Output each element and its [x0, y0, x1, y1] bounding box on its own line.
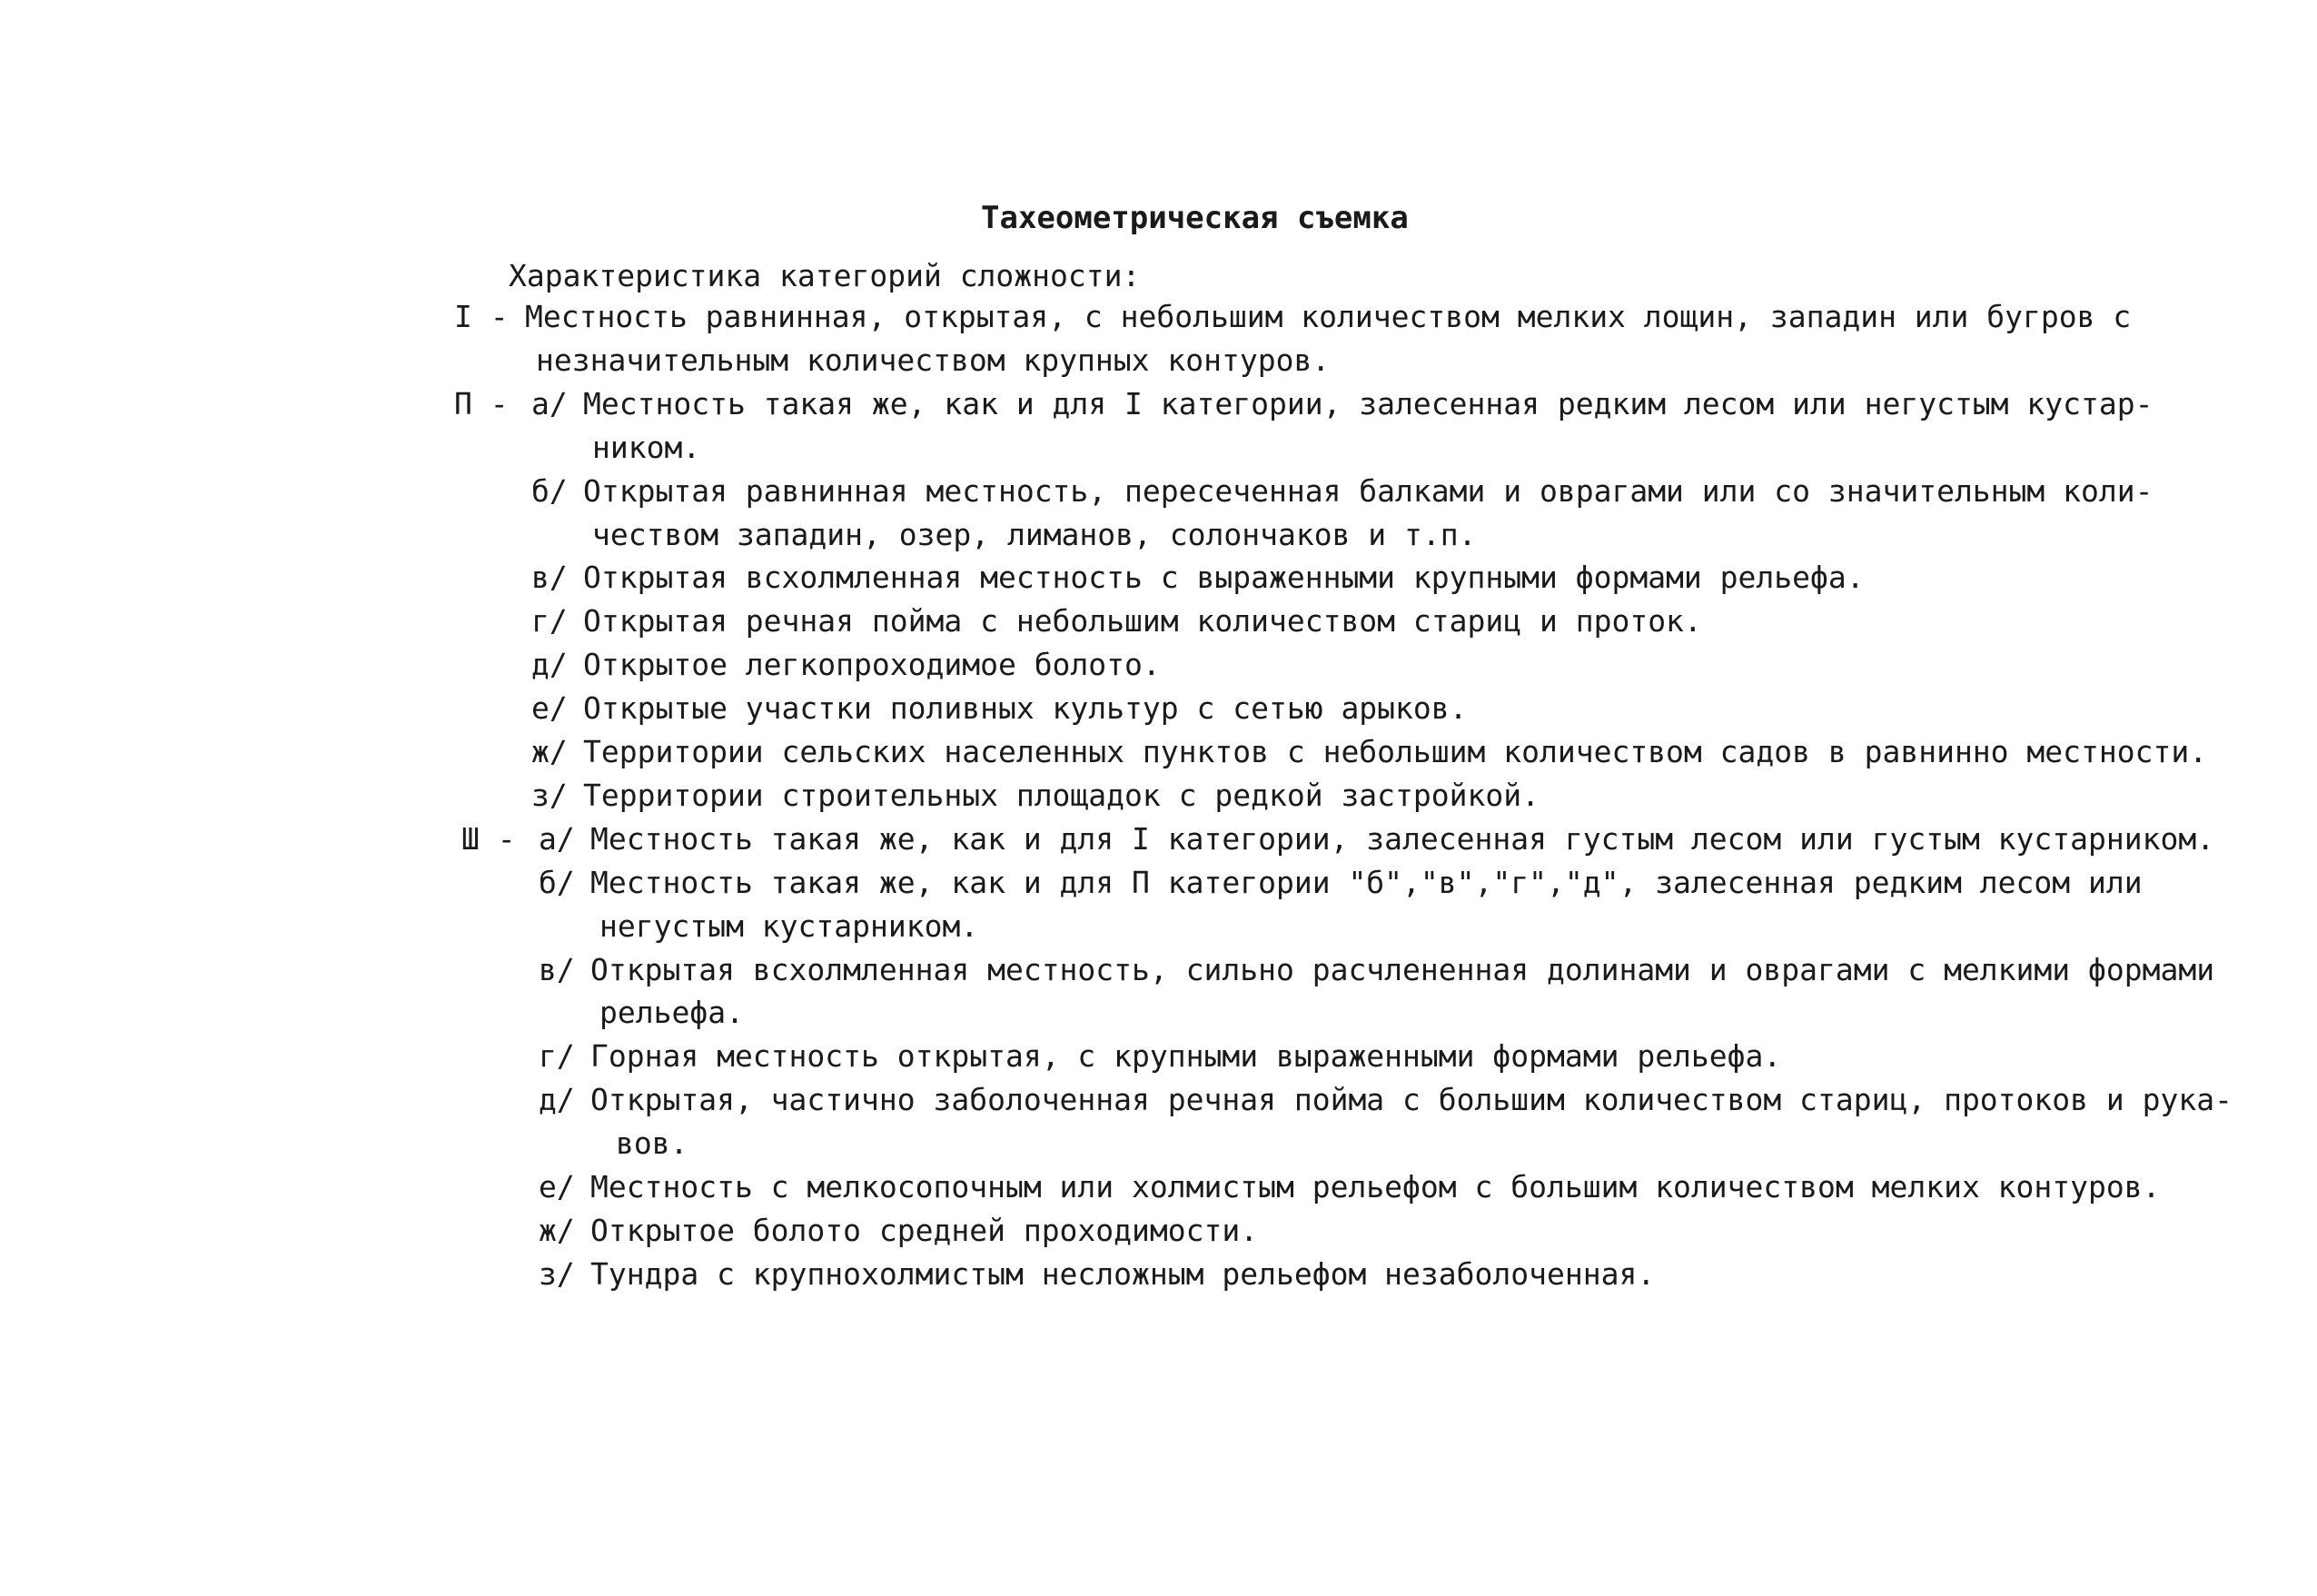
item-text-line: Открытые участки поливных культур с сетью арыков. [583, 690, 1468, 727]
item-text-line: Тундра с крупнохолмистым несложным рельефом незаболоченная. [590, 1255, 1656, 1292]
item-letter: г/ [531, 603, 568, 639]
item-letter: а/ [539, 820, 575, 857]
item-letter: в/ [531, 560, 568, 596]
item-letter: е/ [539, 1169, 575, 1204]
item-text-line: Открытая равнинная местность, пересеченная балками и оврагами или со значительным коли- [583, 472, 2154, 509]
item-letter: е/ [531, 690, 568, 727]
item-letter: в/ [539, 951, 575, 987]
item-text-line: Территории сельских населенных пунктов с небольшим количеством садов в равнинно местности. [583, 734, 2208, 769]
item-letter: а/ [531, 385, 568, 421]
item-letter: д/ [531, 647, 568, 683]
document-title: Тахеометрическая съемка [981, 200, 1409, 236]
item-text-line: Горная местность открытая, с крупными выраженными формами рельефа. [590, 1038, 1782, 1075]
item-text-line: Местность с мелкосопочным или холмистым рельефом с большим количеством мелких контуров. [590, 1169, 2161, 1204]
category-numeral: П - [454, 385, 509, 421]
item-text-line: Местность такая же, как и для I категории, залесенная редким лесом или негустым кустар- [583, 385, 2154, 421]
item-text-line: Открытая речная пойма с небольшим количеством стариц и проток. [583, 603, 1702, 639]
item-letter: ж/ [539, 1212, 575, 1248]
item-letter: б/ [539, 864, 575, 900]
item-letter: г/ [539, 1038, 575, 1075]
document-subtitle: Характеристика категорий сложности: [509, 258, 1141, 293]
item-text-line: Местность такая же, как и для I категории, залесенная густым лесом или густым кустарником. [590, 820, 2215, 857]
item-text-line: вов. [616, 1125, 688, 1162]
item-text-line: Открытая, частично заболоченная речная пойма с большим количеством стариц, протоков и рука- [590, 1082, 2233, 1118]
item-text-line: Открытая всхолмленная местность, сильно расчлененная долинами и оврагами с мелкими формами [590, 951, 2215, 987]
category-numeral: Ш - [461, 820, 516, 857]
category-numeral: I - [454, 299, 509, 334]
item-text-line: Открытое болото средней проходимости. [590, 1212, 1259, 1248]
item-letter: з/ [539, 1255, 575, 1292]
item-letter: б/ [531, 472, 568, 509]
item-text-line: Территории строительных площадок с редкой застройкой. [583, 777, 1540, 813]
item-text-line: чеством западин, озер, лиманов, солончаков и т.п. [592, 516, 1477, 552]
item-text-line: Открытое легкопроходимое болото. [583, 647, 1161, 683]
item-text-line: Местность такая же, как и для П категории "б","в","г","д", залесенная редким лесом или [590, 864, 2143, 900]
item-text-line: негустым кустарником. [599, 907, 979, 944]
item-text-line: Местность равнинная, открытая, с небольшим количеством мелких лощин, западин или бугров с [525, 299, 2132, 334]
item-text-line: ником. [592, 429, 701, 465]
item-text-line: рельефа. [599, 995, 744, 1031]
item-letter: з/ [531, 777, 568, 813]
item-letter: д/ [539, 1082, 575, 1118]
item-text-line: незначительным количеством крупных контуров. [536, 342, 1331, 378]
item-text-line: Открытая всхолмленная местность с выраженными крупными формами рельефа. [583, 560, 1865, 596]
item-letter: ж/ [531, 734, 568, 769]
